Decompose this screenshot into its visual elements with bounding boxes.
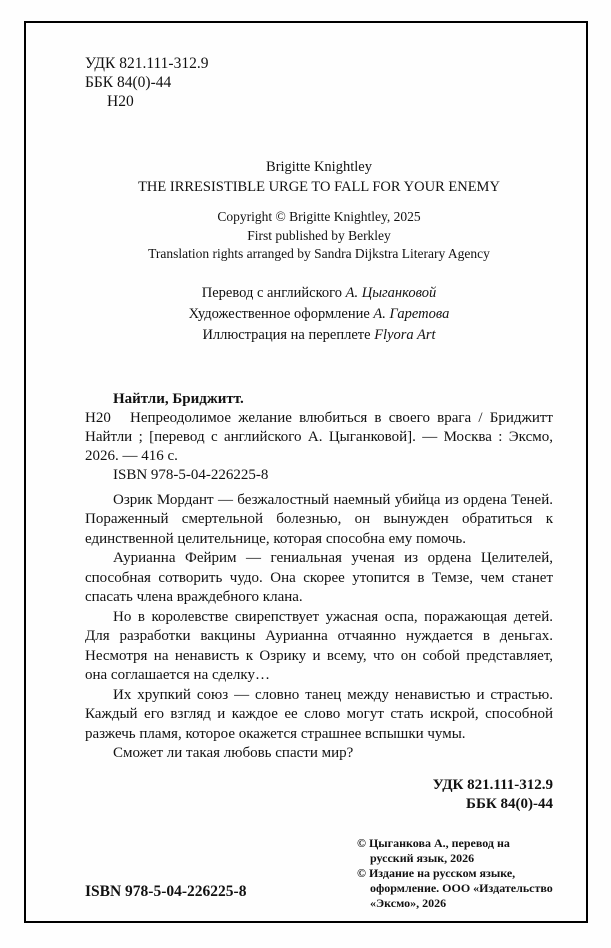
bottom-udk-code: УДК 821.111-312.9 (432, 776, 553, 793)
copyright-line-3: Translation rights arranged by Sandra Dijkstra Literary Agency (148, 246, 490, 261)
translation-credit (85, 283, 553, 304)
udk-code: УДК 821.111-312.9 (85, 55, 209, 72)
bottom-isbn: ISBN 978-5-04-226225-8 (85, 882, 247, 900)
annotation-block (85, 491, 553, 764)
design-credit-label: Художественное оформление (188, 305, 370, 322)
bottom-bbk-code: ББК 84(0)-44 (466, 795, 553, 812)
original-copyright-block (85, 208, 553, 264)
original-edition-block (85, 157, 553, 197)
bbk-code: ББК 84(0)-44 (85, 74, 172, 91)
design-credit-name: А. Гаретова (373, 305, 450, 322)
catalog-index-code: Н20 (85, 409, 111, 426)
top-bibliographic-codes (85, 54, 553, 111)
catalog-entry (85, 409, 553, 466)
catalog-description: Непреодолимое желание влюбиться в своего врага / Бриджитт Найтли ; [перевод с английского А. Цыганковой]. — Москва : Эксмо, 2026. — 416 с. (85, 409, 553, 464)
design-credit (85, 304, 553, 325)
copyright-line-2: First published by Berkley (247, 227, 391, 243)
catalog-isbn: ISBN 978-5-04-226225-8 (113, 466, 269, 483)
annotation-paragraph: Сможет ли такая любовь спасти мир? (113, 745, 354, 761)
illustration-credit (85, 325, 553, 346)
bottom-bibliographic-codes (85, 776, 553, 814)
annotation-paragraph: Но в королевстве свирепствует ужасная оспа, поражающая детей. Для разработки вакцины Аурианна отчаянно нуждается в деньгах. Несмотря на ненависть к Озрику и всему, что он собой представляет, она соглашается на сделку… (85, 608, 553, 683)
copyright-notices (357, 836, 553, 911)
catalog-card (85, 390, 553, 485)
bottom-row (85, 836, 553, 911)
author-sign-code: Н20 (107, 93, 134, 110)
catalog-author-heading: Найтли, Бриджитт. (113, 390, 244, 407)
illustration-credit-label: Иллюстрация на переплете (202, 326, 371, 343)
annotation-paragraph: Озрик Мордант — безжалостный наемный убийца из ордена Теней. Пораженный смертельной болезнью, он вынужден обратиться к единственной целительнице, которая способна ему помочь. (85, 491, 553, 547)
russian-credits-block (85, 283, 553, 346)
copyright-notice: © Цыганкова А., перевод на русский язык, 2026 (357, 835, 510, 865)
annotation-paragraph: Их хрупкий союз — словно танец между ненавистью и страстью. Каждый его взгляд и каждое ее слово могут стать искрой, способной разжечь пламя, которое окажется страшнее вспышки чумы. (85, 686, 553, 742)
copyright-line-1: Copyright © Brigitte Knightley, 2025 (217, 209, 421, 224)
illustration-credit-name: Flyora Art (374, 326, 436, 343)
original-author: Brigitte Knightley (266, 159, 372, 175)
original-title: THE IRRESISTIBLE URGE TO FALL FOR YOUR ENEMY (138, 179, 500, 195)
translation-credit-label: Перевод с английского (201, 284, 342, 301)
copyright-notice: © Издание на русском языке, оформление. ООО «Издательство «Эксмо», 2026 (357, 865, 553, 910)
annotation-paragraph: Аурианна Фейрим — гениальная ученая из ордена Целителей, способная сотворить чудо. Она скорее утопится в Темзе, чем станет спасать члена враждебного клана. (85, 550, 553, 605)
page-content (85, 54, 553, 911)
translation-credit-name: А. Цыганковой (345, 284, 437, 301)
